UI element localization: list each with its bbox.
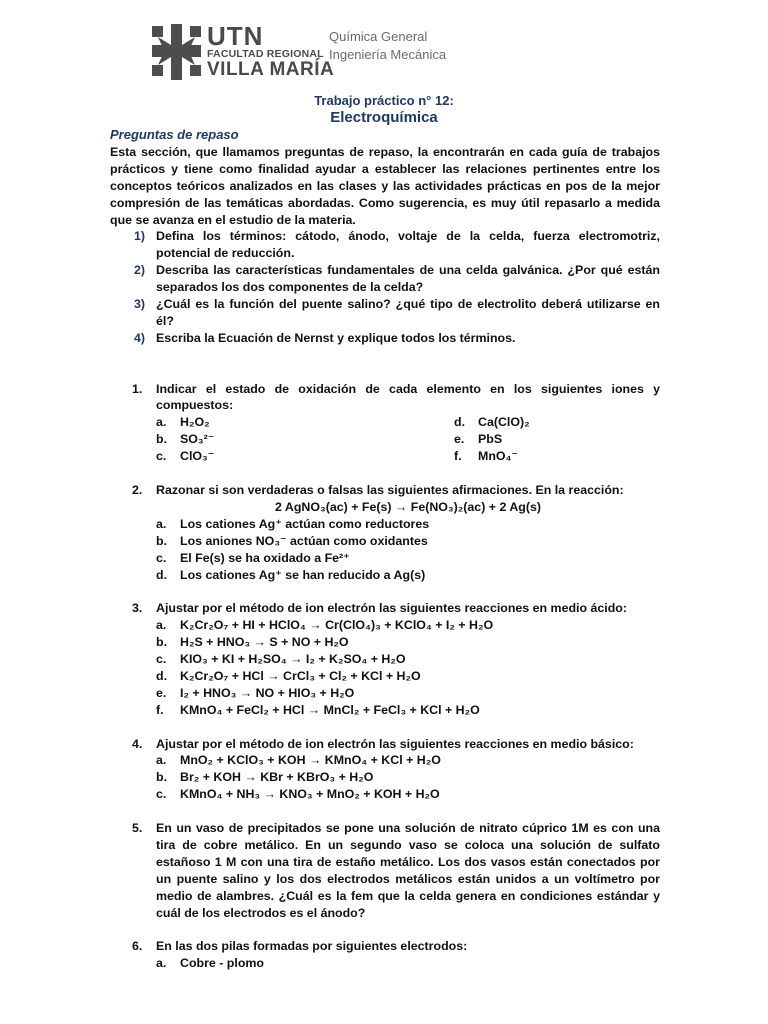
review-questions <box>110 228 660 346</box>
list-item: e. I₂ + HNO₃ → NO + HIO₃ + H₂O <box>156 685 355 700</box>
list-item: b. SO₃²⁻ <box>156 432 215 447</box>
review-item: 4) Escriba la Ecuación de Nernst y explique todos los términos. <box>134 330 516 345</box>
list-item: c. ClO₃⁻ <box>156 449 215 464</box>
exercise-2: 2. Razonar si son verdaderas o falsas las siguientes afirmaciones. En la reacción: <box>132 482 624 497</box>
list-item: d. K₂Cr₂O₇ + HCl → CrCl₃ + Cl₂ + KCl + H₂O <box>156 668 421 683</box>
list-item: c. KMnO₄ + NH₃ → KNO₃ + MnO₂ + KOH + H₂O <box>156 787 440 802</box>
logo-facultad: FACULTAD REGIONAL <box>207 48 324 60</box>
exercise-4: 4. Ajustar por el método de ion electrón las siguientes reacciones en medio básico: <box>132 736 634 751</box>
exercise-1: 1. Indicar el estado de oxidación de cada elemento en los siguientes iones y compuestos: <box>132 381 660 413</box>
list-item: a. MnO₂ + KClO₃ + KOH → KMnO₄ + KCl + H₂O <box>156 753 441 768</box>
review-item: 1) Defina los términos: cátodo, ánodo, voltaje de la celda, fuerza electromotriz, potencial de reducción. <box>134 229 660 261</box>
course-name: Química General <box>329 29 428 44</box>
logo-utn: UTN <box>207 21 264 51</box>
course-info <box>329 28 446 64</box>
list-item: d. Ca(ClO)₂ <box>454 415 530 430</box>
section-title: Preguntas de repaso <box>110 127 239 142</box>
list-item: e. PbS <box>454 432 503 447</box>
exercise-5: 5. En un vaso de precipitados se pone una solución de nitrato cúprico 1M es con una tira de cobre metálico. En un segundo vaso se coloca una solución de sulfato estañoso 1 M con una tira de estaño metálico. Los dos vasos están conectados por un puente salino y los dos electrodos metálicos están unidos a un voltímetro por medio de alambres. ¿Cuál es la fem que la celda genera en condiciones estándar y cuál de los electrodos es el ánodo? <box>132 821 660 920</box>
logo-text <box>207 21 335 80</box>
list-item: c. El Fe(s) se ha oxidado a Fe²⁺ <box>156 550 350 565</box>
list-item: c. KIO₃ + KI + H₂SO₄ → I₂ + K₂SO₄ + H₂O <box>156 652 406 667</box>
career-name: Ingeniería Mecánica <box>329 47 447 62</box>
list-item: f. MnO₄⁻ <box>454 449 518 464</box>
list-item: a. Los cationes Ag⁺ actúan como reductores <box>156 516 430 531</box>
intro-paragraph: Esta sección, que llamamos preguntas de repaso, la encontrarán en cada guía de trabajos prácticos y tiene como finalidad ayudar a establecer las relaciones pertinentes entre los conceptos teóricos analizados en las clases y las actividades prácticas en pos de la mejor compresión de las temáticas abordadas. Como sugerencia, es muy útil repasarlo a medida que se avanza en el estudio de la materia. <box>110 144 660 227</box>
tp-subtitle: Electroquímica <box>330 109 438 126</box>
logo-sede: VILLA MARÍA <box>207 59 335 80</box>
document-body <box>110 127 660 972</box>
exercise-3: 3. Ajustar por el método de ion electrón las siguientes reacciones en medio ácido: <box>132 601 627 616</box>
utn-emblem-icon <box>152 24 201 80</box>
list-item: b. H₂S + HNO₃ → S + NO + H₂O <box>156 635 349 650</box>
list-item: a. K₂Cr₂O₇ + HI + HClO₄ → Cr(ClO₄)₃ + KClO₄ + I₂ + H₂O <box>156 618 494 633</box>
list-item: d. Los cationes Ag⁺ se han reducido a Ag(s) <box>156 567 426 582</box>
exercise-1-items <box>110 414 660 465</box>
review-item: 2) Describa las características fundamentales de una celda galvánica. ¿Por qué están separados los dos componentes de la celda? <box>134 263 660 295</box>
list-item: f. KMnO₄ + FeCl₂ + HCl → MnCl₂ + FeCl₃ + KCl + H₂O <box>156 702 480 717</box>
list-item: a. H₂O₂ <box>156 415 210 430</box>
list-item: a. Cobre - plomo <box>156 956 264 971</box>
review-item: 3) ¿Cuál es la función del puente salino? ¿qué tipo de electrolito deberá utilizarse en él? <box>134 297 660 328</box>
tp-title: Trabajo práctico n° 12: <box>314 93 454 108</box>
exercise-6: 6. En las dos pilas formadas por siguientes electrodos: <box>132 939 468 954</box>
list-item: b. Los aniones NO₃⁻ actúan como oxidantes <box>156 533 428 548</box>
reaction-equation: 2 AgNO₃(ac) + Fe(s) → Fe(NO₃)₂(ac) + 2 Ag(s) <box>275 499 541 514</box>
list-item: b. Br₂ + KOH → KBr + KBrO₃ + H₂O <box>156 770 374 785</box>
